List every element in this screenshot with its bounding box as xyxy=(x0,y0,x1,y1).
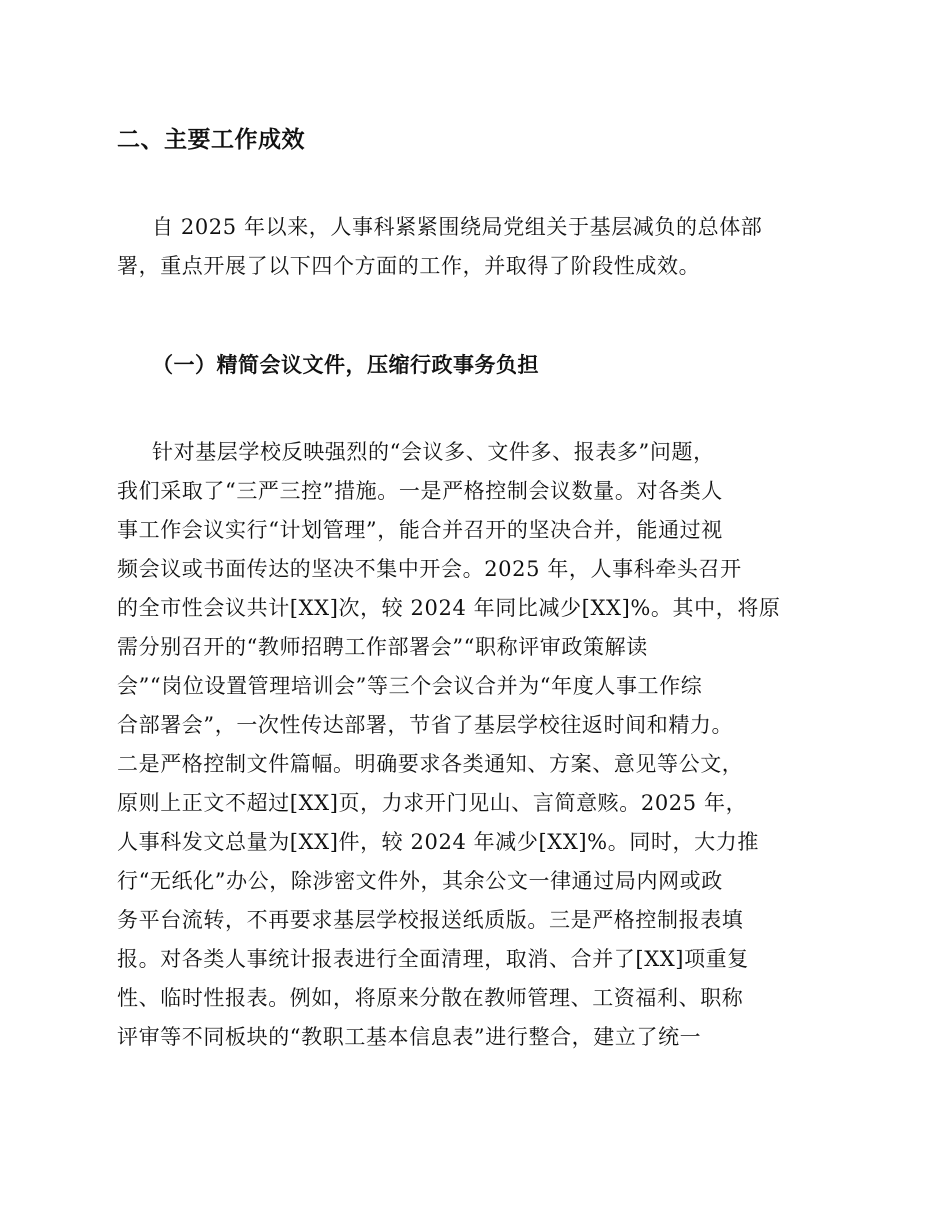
body-line: 二是严格控制文件篇幅。明确要求各类通知、方案、意见等公文， xyxy=(117,752,744,776)
body-line: 原则上正文不超过[XX]页，力求开门见山、言简意赅。2025 年， xyxy=(117,791,748,815)
body-paragraph xyxy=(117,433,837,1057)
body-line: 会”“岗位设置管理培训会”等三个会议合并为“年度人事工作综 xyxy=(117,674,703,698)
body-line: 性、临时性报表。例如，将原来分散在教师管理、工资福利、职称 xyxy=(117,986,744,1010)
body-line: 我们采取了“三严三控”措施。一是严格控制会议数量。对各类人 xyxy=(117,479,723,503)
body-line: 务平台流转，不再要求基层学校报送纸质版。三是严格控制报表填 xyxy=(117,908,744,932)
body-line: 针对基层学校反映强烈的“会议多、文件多、报表多”问题， xyxy=(152,440,715,464)
body-line: 合部署会”，一次性传达部署，节省了基层学校往返时间和精力。 xyxy=(117,713,734,737)
body-line: 需分别召开的“教师招聘工作部署会”“职称评审政策解读 xyxy=(117,635,648,659)
body-line: 评审等不同板块的“教职工基本信息表”进行整合，建立了统一 xyxy=(117,1025,702,1049)
body-line: 频会议或书面传达的坚决不集中开会。2025 年，人事科牵头召开 xyxy=(117,557,742,581)
subsection-heading: （一）精简会议文件，压缩行政事务负担 xyxy=(152,353,539,377)
intro-paragraph xyxy=(117,208,837,286)
body-line: 事工作会议实行“计划管理”，能合并召开的坚决合并，能通过视 xyxy=(117,518,723,542)
intro-line: 自 2025 年以来，人事科紧紧围绕局党组关于基层减负的总体部 xyxy=(152,215,763,239)
intro-line: 署，重点开展了以下四个方面的工作，并取得了阶段性成效。 xyxy=(117,254,701,278)
body-line: 行“无纸化”办公，除涉密文件外，其余公文一律通过局内网或政 xyxy=(117,869,723,893)
body-line: 的全市性会议共计[XX]次，较 2024 年同比减少[XX]%。其中，将原 xyxy=(117,596,781,620)
body-line: 报。对各类人事统计报表进行全面清理，取消、合并了[XX]项重复 xyxy=(117,947,749,971)
section-heading: 二、主要工作成效 xyxy=(117,127,305,153)
body-line: 人事科发文总量为[XX]件，较 2024 年减少[XX]%。同时，大力推 xyxy=(117,830,759,854)
